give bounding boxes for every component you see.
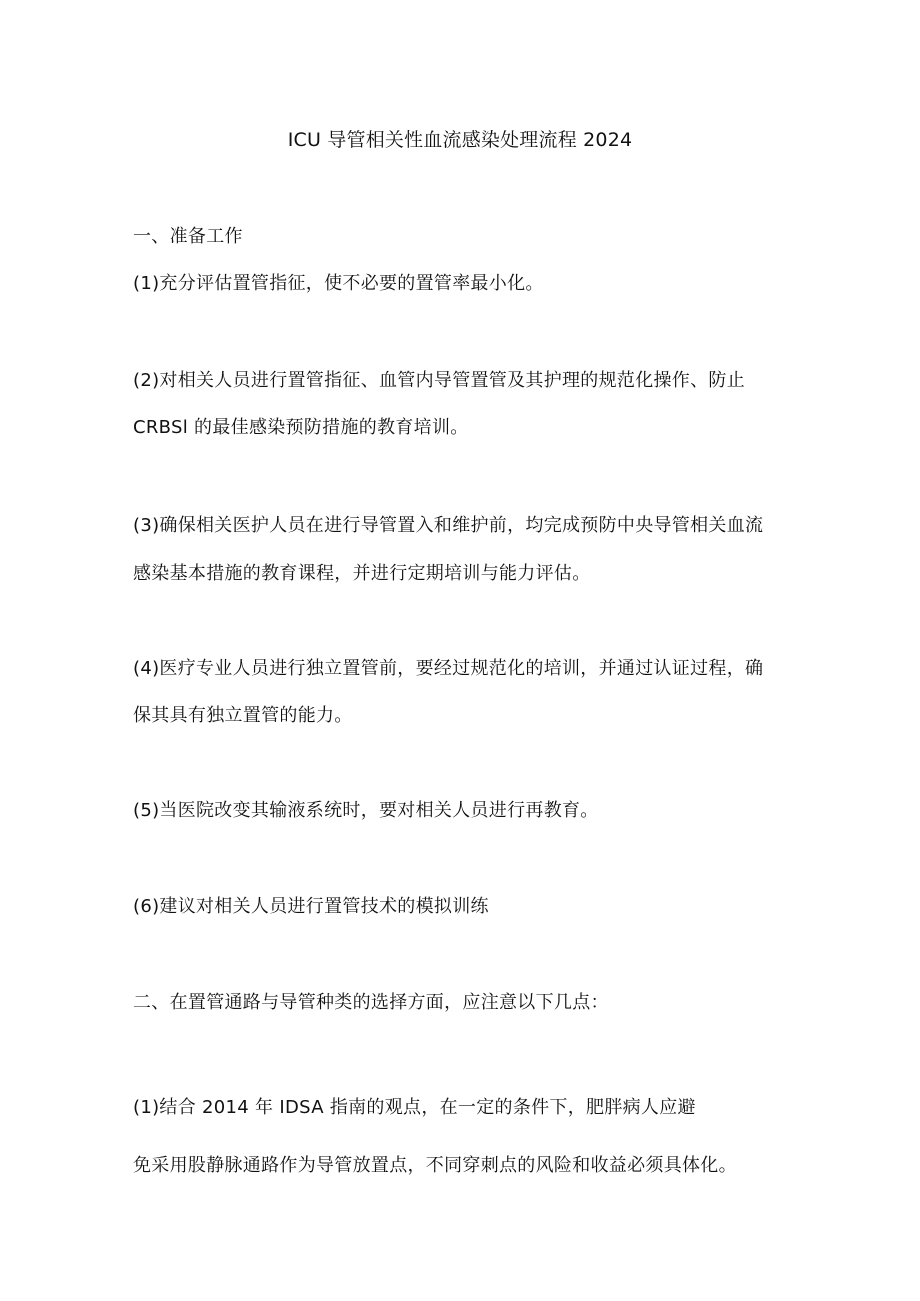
section-heading-preparation: 一、准备工作: [133, 226, 243, 247]
paragraph-item-6: (6)建议对相关人员进行置管技术的模拟训练: [133, 896, 489, 917]
paragraph-item-3-line-1: (3)确保相关医护人员在进行导管置入和维护前，均完成预防中央导管相关血流: [133, 515, 764, 536]
paragraph-item-4-line-1: (4)医疗专业人员进行独立置管前，要经过规范化的培训，并通过认证过程，确: [133, 658, 764, 679]
document-title: ICU 导管相关性血流感染处理流程 2024: [287, 129, 633, 151]
paragraph-item-1: (1)充分评估置管指征，使不必要的置管率最小化。: [133, 273, 544, 294]
paragraph-section2-item-1-line-2: 免采用股静脉通路作为导管放置点，不同穿刺点的风险和收益必须具体化。: [133, 1155, 737, 1176]
section-heading-access-and-catheter: 二、在置管通路与导管种类的选择方面，应注意以下几点：: [133, 992, 609, 1013]
paragraph-item-3-line-2: 感染基本措施的教育课程，并进行定期培训与能力评估。: [133, 563, 591, 584]
paragraph-item-5: (5)当医院改变其输液系统时，要对相关人员进行再教育。: [133, 800, 599, 821]
paragraph-section2-item-1-line-1: (1)结合 2014 年 IDSA 指南的观点，在一定的条件下，肥胖病人应避: [133, 1097, 696, 1118]
paragraph-item-4-line-2: 保其具有独立置管的能力。: [133, 705, 353, 726]
paragraph-item-2-line-1: (2)对相关人员进行置管指征、血管内导管置管及其护理的规范化操作、防止: [133, 370, 745, 391]
paragraph-item-2-line-2: CRBSl 的最佳感染预防措施的教育培训。: [133, 417, 469, 438]
